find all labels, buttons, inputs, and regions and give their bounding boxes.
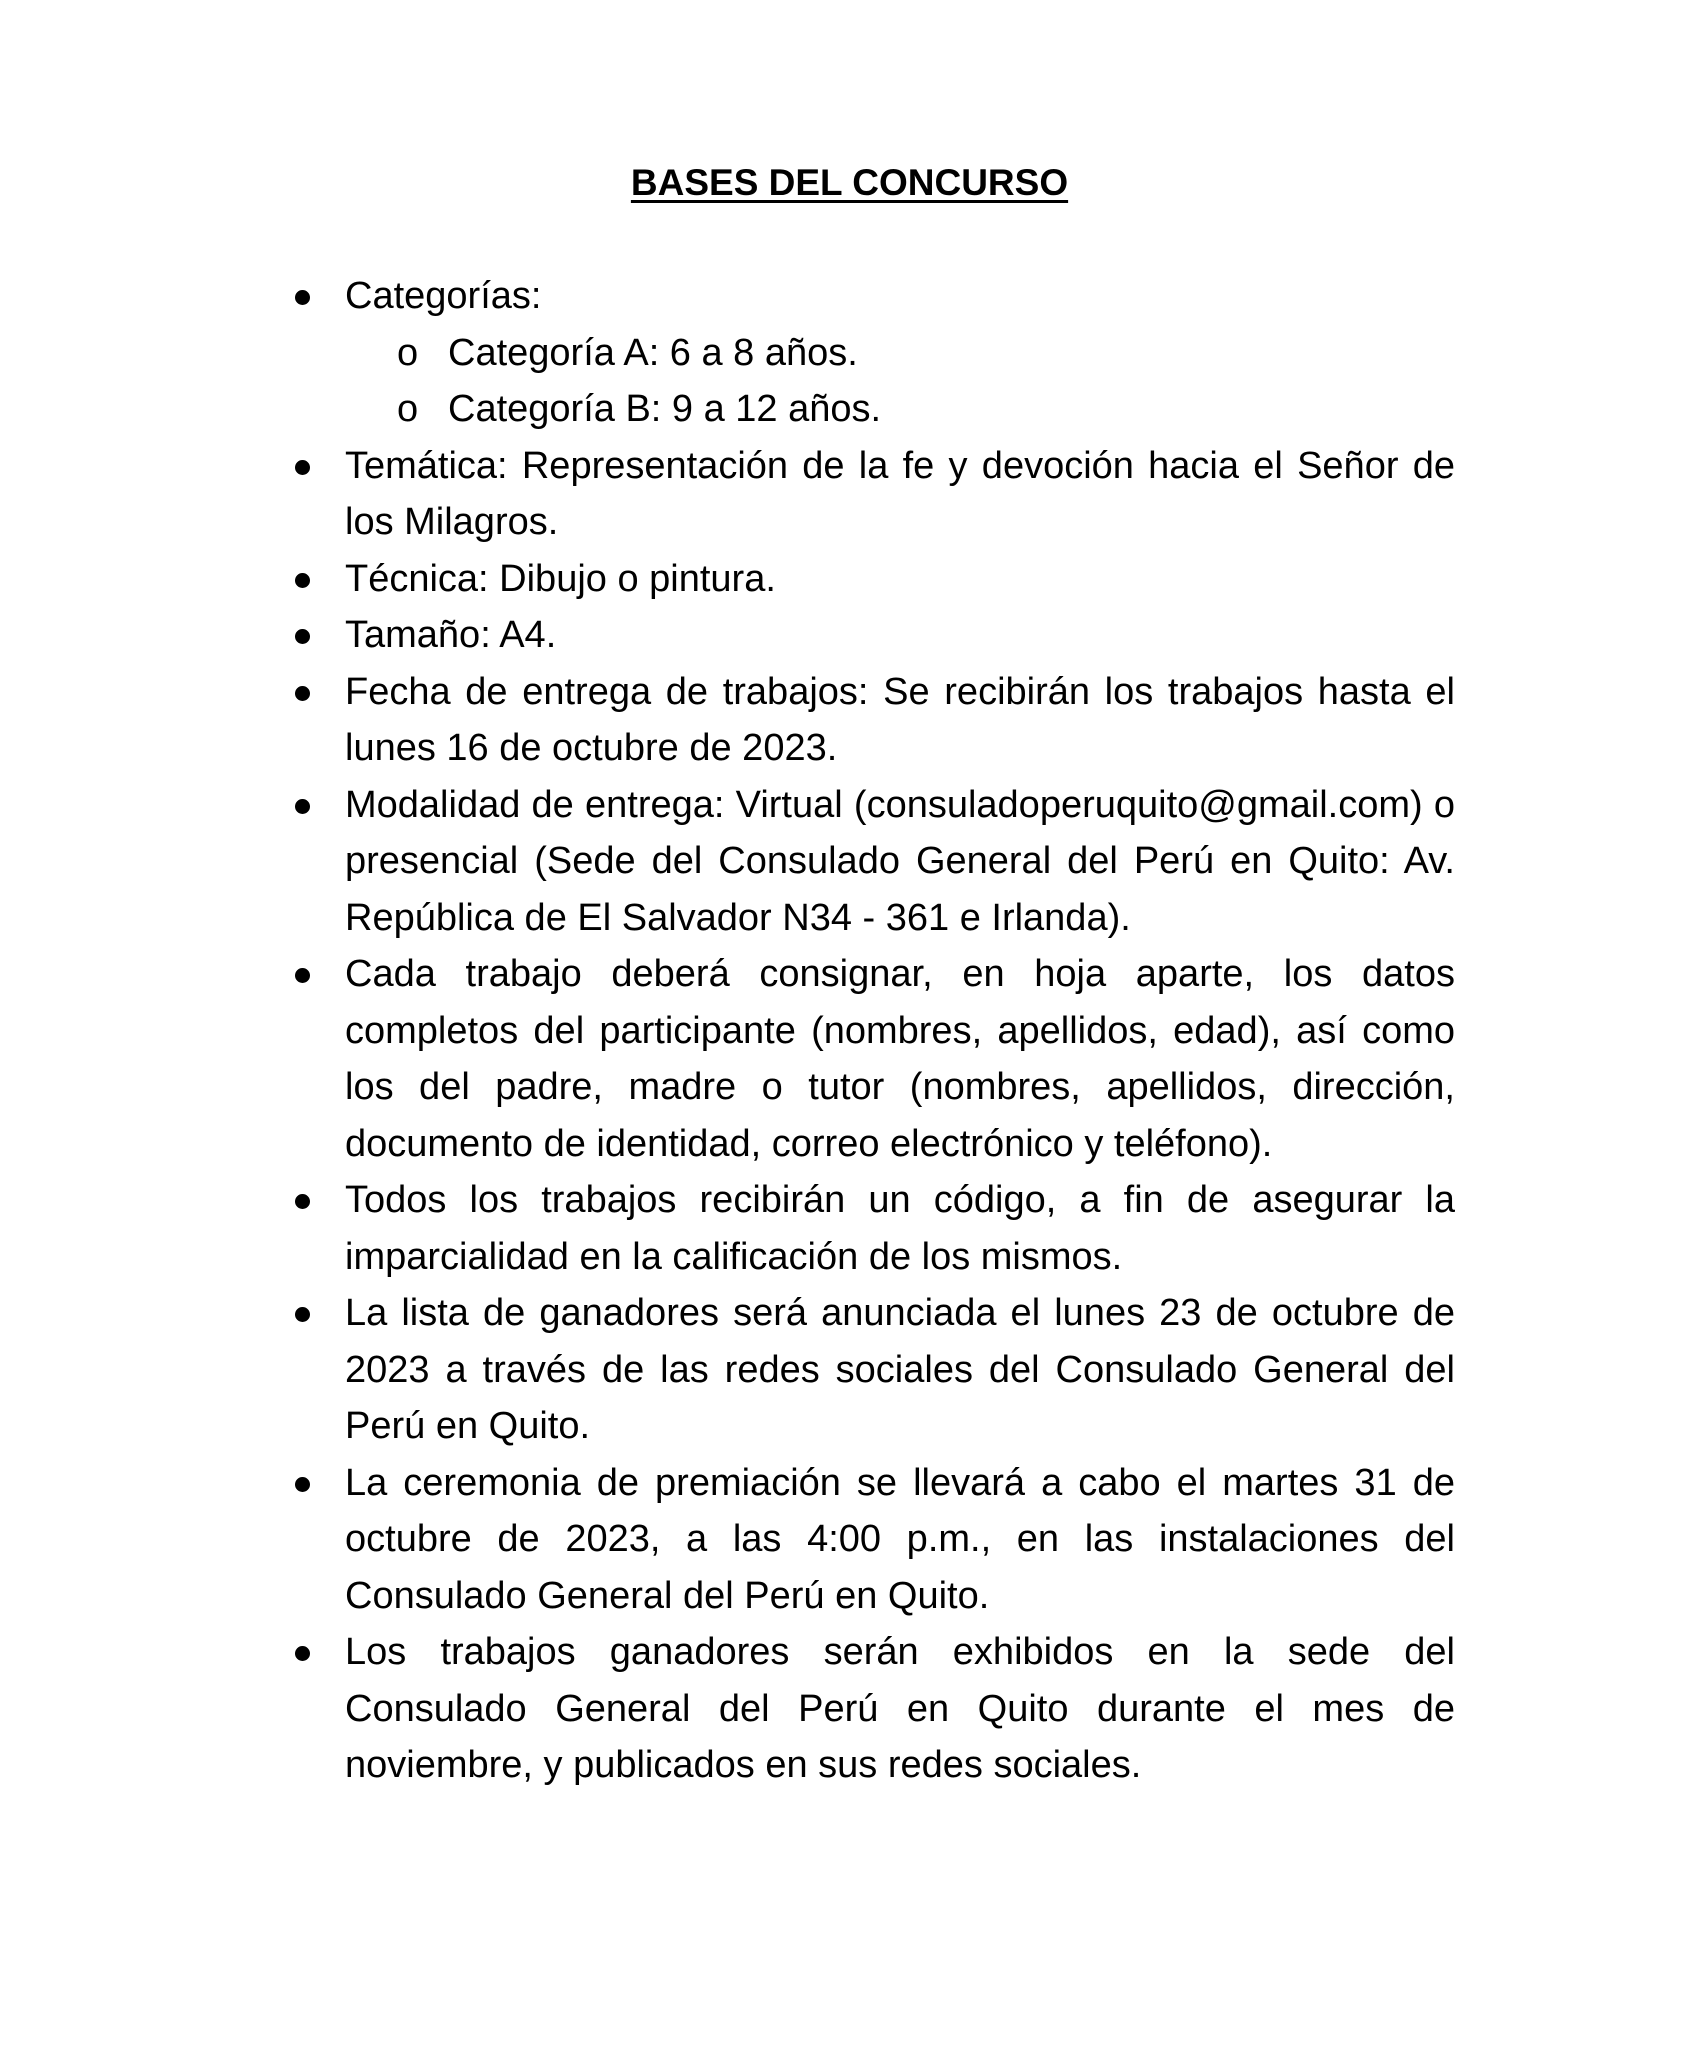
category-a-text: Categoría A: 6 a 8 años. [448,331,858,374]
list-item-text: La lista de ganadores será anunciada el lunes 23 de octubre de 2023 a través de las redes sociales del Consulado General del Perú en Quito. [345,1292,1455,1447]
list-item [345,664,1455,777]
list-item-text: Los trabajos ganadores serán exhibidos en la sede del Consulado General del Perú en Quito durante el mes de noviembre, y publicados en sus redes sociales. [345,1631,1455,1786]
bullet-icon [295,968,310,983]
list-item-text: Fecha de entrega de trabajos: Se recibirán los trabajos hasta el lunes 16 de octubre de 2023. [345,670,1455,769]
category-b-text: Categoría B: 9 a 12 años. [448,388,882,430]
list-item-text: La ceremonia de premiación se llevará a cabo el martes 31 de octubre de 2023, a las 4:00 p.m., en las instalaciones del Consulado General del Perú en Quito. [345,1461,1455,1617]
list-item-text: Modalidad de entrega: Virtual (consuladoperuquito@gmail.com) o presencial (Sede del Consulado General del Perú en Quito: Av. República de El Salvador N34 - 361 e Irlanda). [345,783,1455,939]
bullet-icon [295,1646,310,1661]
sublist-item [345,381,1455,438]
bullet-icon [295,290,310,305]
bullet-icon [295,1194,310,1209]
list-item-text: Todos los trabajos recibirán un código, a fin de asegurar la imparcialidad en la calificación de los mismos. [345,1179,1455,1278]
list-item [345,1455,1455,1625]
bullet-icon [295,573,310,588]
list-item [345,777,1455,947]
document-title: BASES DEL CONCURSO [630,162,1069,203]
list-item [345,1624,1455,1794]
bullet-icon [295,1307,310,1322]
list-item [345,438,1455,551]
list-item [345,1172,1455,1285]
bullet-icon [295,629,310,644]
list-item-text: Cada trabajo deberá consignar, en hoja aparte, los datos completos del participante (nombres, apellidos, edad), así como los del padre, madre o tutor (nombres, apellidos, dirección, documento de identidad, correo electrónico y teléfono). [345,953,1455,1165]
bullet-icon [295,460,310,475]
list-item [345,551,1455,608]
list-item [345,946,1455,1172]
rules-list [345,268,1455,1794]
list-item [345,607,1455,664]
categories-label: Categorías: [345,275,542,317]
list-item-categories [345,268,1455,438]
list-item-text: Tamaño: A4. [345,614,557,656]
circle-bullet-icon: o [397,388,419,430]
circle-bullet-icon: o [397,331,419,374]
list-item [345,1285,1455,1455]
list-item-text: Técnica: Dibujo o pintura. [345,557,776,600]
bullet-icon [295,799,310,814]
bullet-icon [295,686,310,701]
bullet-icon [295,1477,310,1492]
sublist-item [345,325,1455,382]
list-item-text: Temática: Representación de la fe y devoción hacia el Señor de los Milagros. [345,444,1455,543]
categories-sublist [345,325,1455,438]
